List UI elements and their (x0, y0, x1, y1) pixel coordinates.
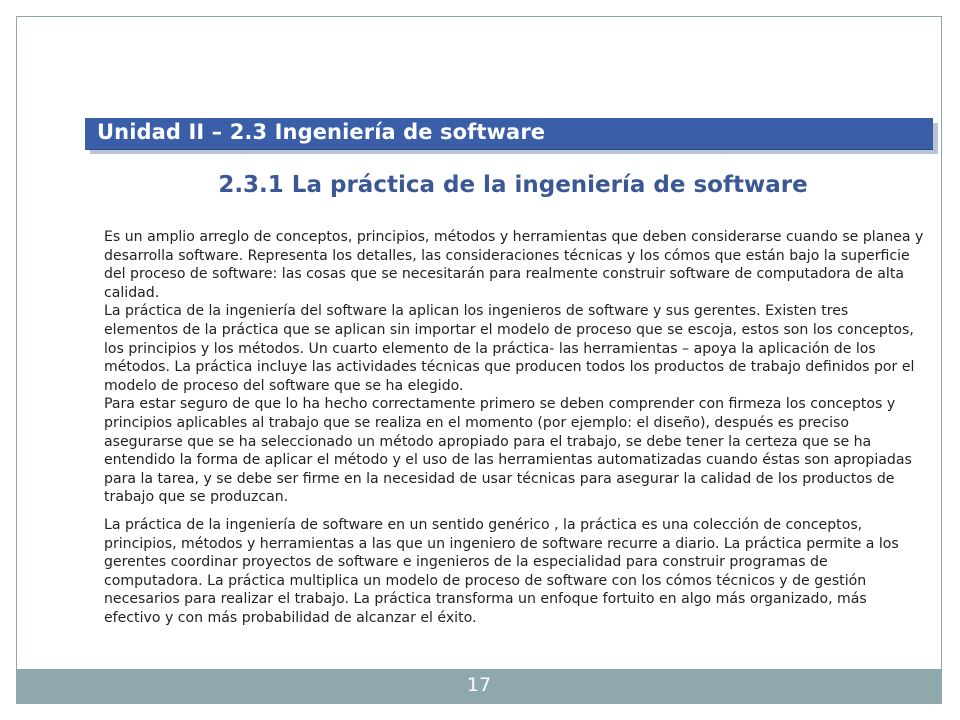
paragraph-generic-sense: La práctica de la ingeniería de software en un sentido genérico , la práctica es una colección de conceptos, principios, métodos y herramientas a las que un ingeniero de software recurre a diario. La práctica permite a los gerentes coordinar proyectos de software e ingenieros de la especialidad para construir programas de computadora. La práctica multiplica un modelo de proceso de software con los cómos técnicos y de gestión necesarios para realizar el trabajo. La práctica transforma un enfoque fortuito en algo más organizado, más efectivo y con más probabilidad de alcanzar el éxito. (104, 516, 899, 626)
page-number: 17 (466, 674, 492, 696)
paragraph-elements: La práctica de la ingeniería del software la aplican los ingenieros de software y sus gerentes. Existen tres elementos de la práctica que se aplican sin importar el modelo de proceso que se escoja, estos son los conceptos, los principios y los métodos. Un cuarto elemento de la práctica- las herramientas – apoya la aplicación de los métodos. La práctica incluye las actividades técnicas que producen todos los productos de trabajo definidos por el modelo de proceso del software que se ha elegido. (104, 303, 915, 394)
section-heading: 2.3.1 La práctica de la ingeniería de software (218, 172, 808, 198)
footer-bar (16, 669, 942, 704)
title-bar (85, 118, 933, 150)
body-text (104, 228, 924, 627)
paragraph-definition: Es un amplio arreglo de conceptos, principios, métodos y herramientas que deben considerarse cuando se planea y desarrolla software. Representa los detalles, las consideraciones técnicas y los cómos que están bajo la superficie del proceso de software: las cosas que se necesitarán para realmente construir software de computadora de alta calidad. (104, 229, 924, 301)
paragraph-correctness: Para estar seguro de que lo ha hecho correctamente primero se deben comprender con firmeza los conceptos y principios aplicables al trabajo que se realiza en el momento (por ejemplo: el diseño), después es preciso asegurarse que se ha seleccionado un método apropiado para el trabajo, se debe tener la certeza que se ha entendido la forma de aplicar el método y el uso de las herramientas automatizadas cuando éstas son apropiadas para la tarea, y se debe ser firme en la necesidad de usar técnicas para asegurar la calidad de los productos de trabajo que se produzcan. (104, 396, 912, 506)
slide-title: Unidad II – 2.3 Ingeniería de software (97, 120, 546, 144)
